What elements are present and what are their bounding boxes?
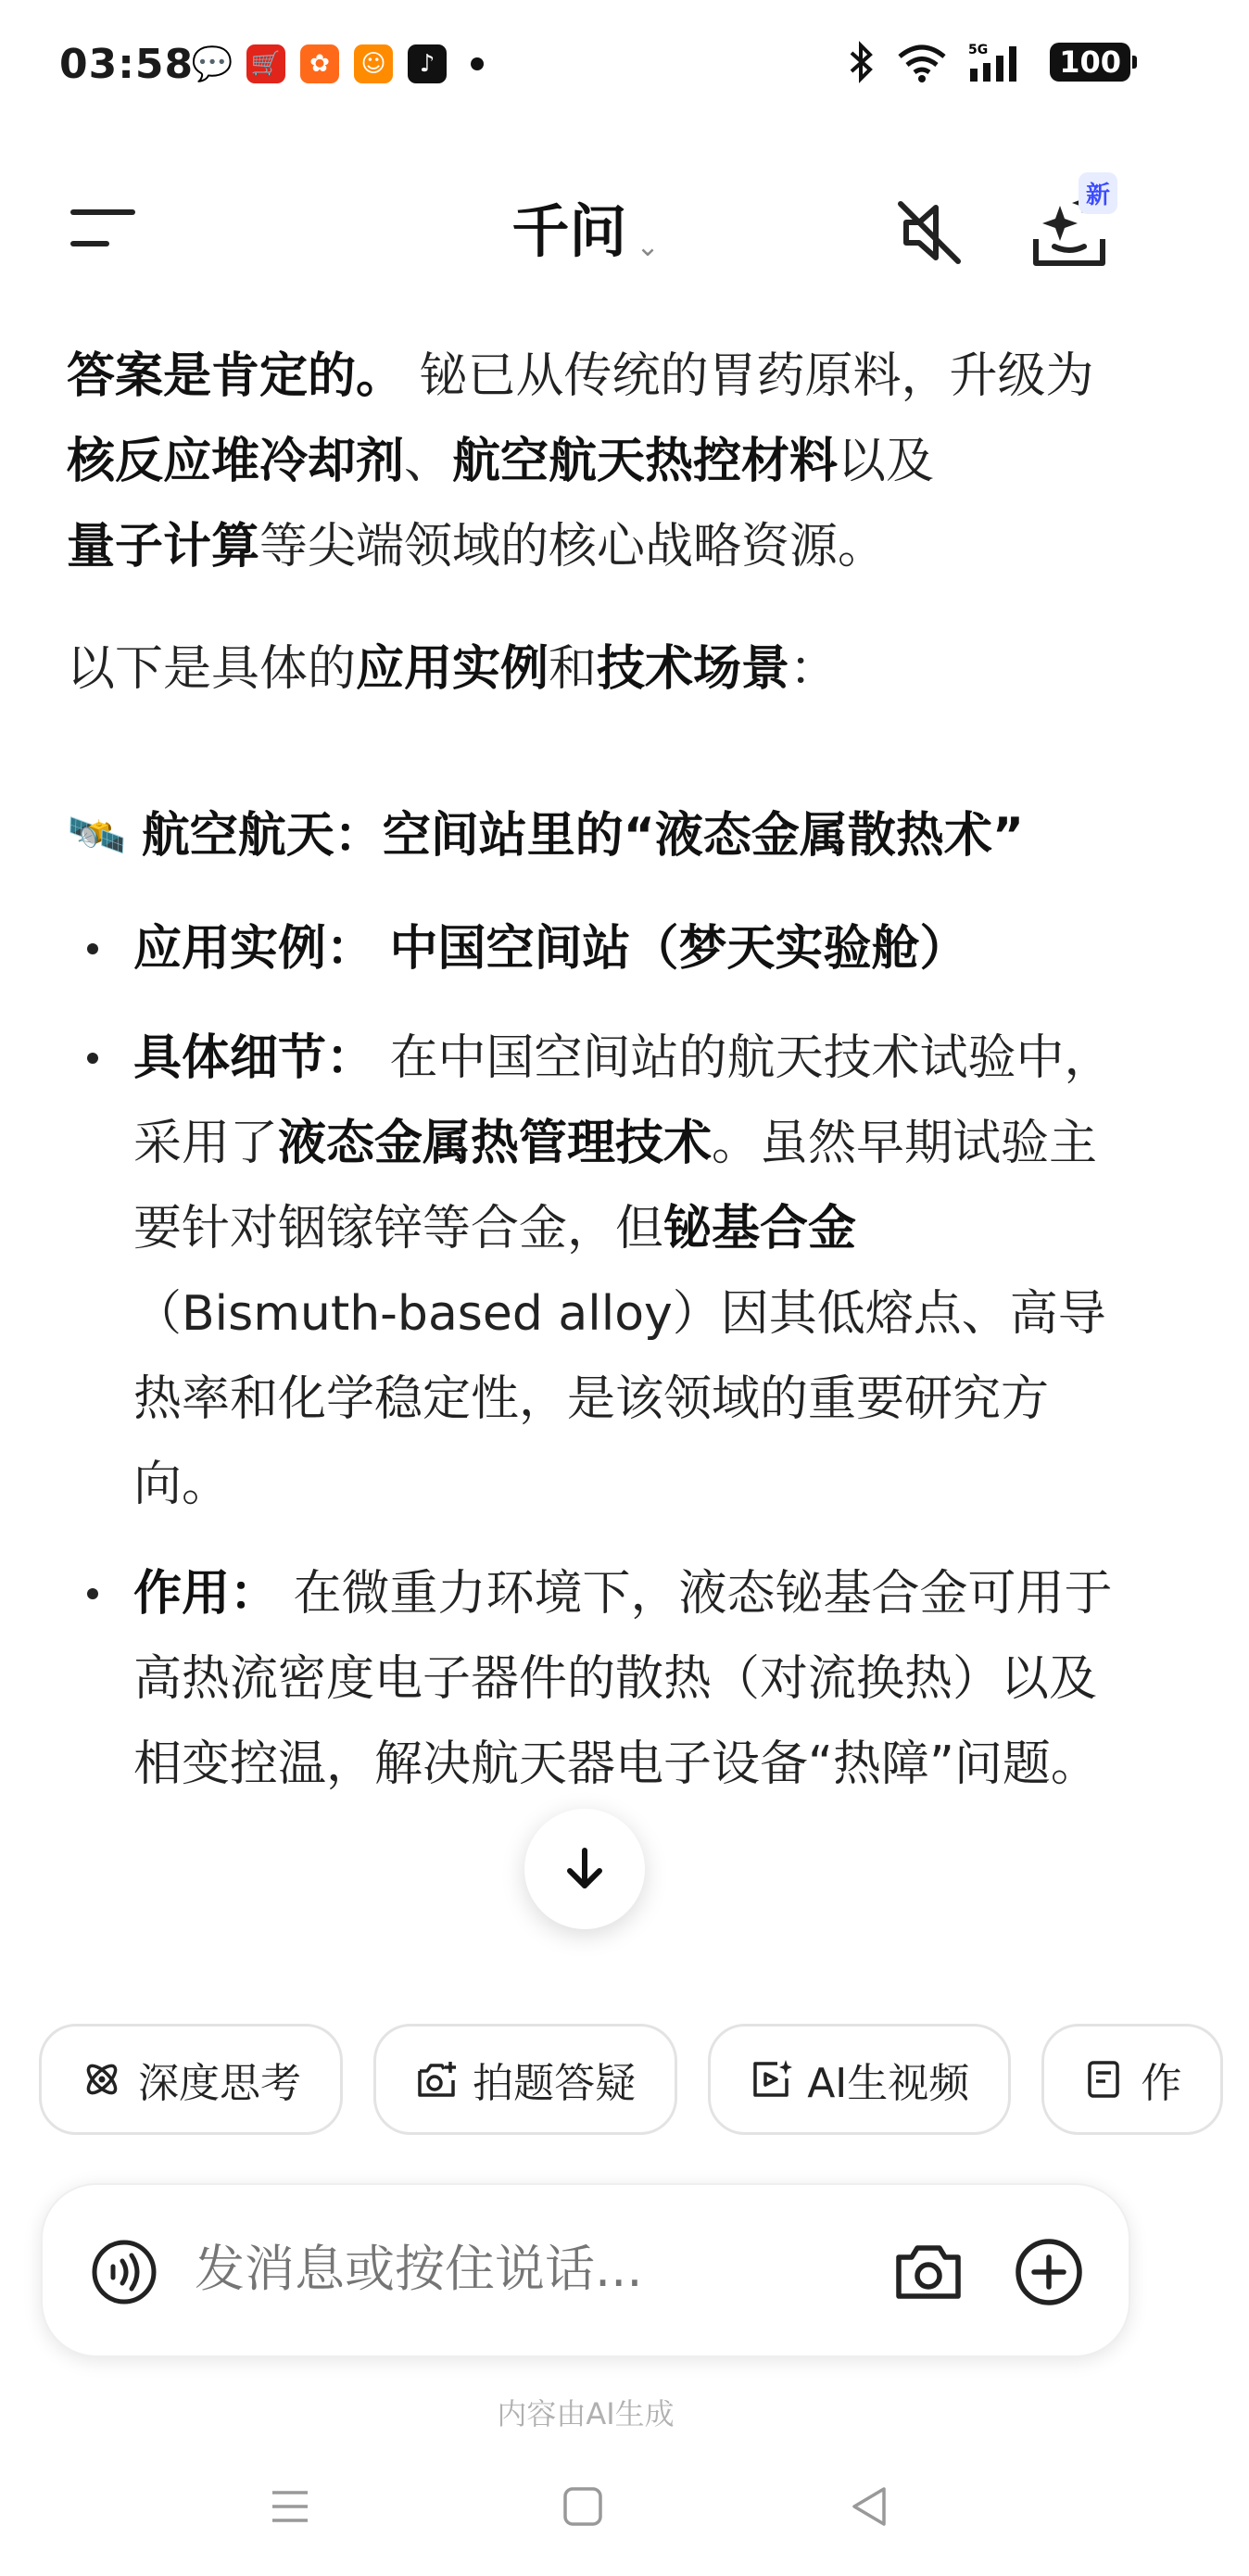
svg-text:5G: 5G (968, 43, 989, 57)
chip-label: 拍题答疑 (473, 2060, 637, 2107)
status-bar (0, 0, 1171, 139)
arrow-down-icon (559, 1843, 611, 1895)
list-item (67, 1016, 1114, 1527)
text: 在微重力环境下，液态铋基合金可用于高热流密度电子器件的散热（对流换热）以及相变控温，解决航天器电子设备“热障”问题。 (133, 1566, 1113, 1792)
message-input[interactable] (193, 2222, 715, 2317)
chip-deep-thinking[interactable] (39, 2024, 343, 2135)
add-circle-icon[interactable] (1014, 2237, 1084, 2307)
message-composer (41, 2183, 1130, 2357)
chevron-down-icon: ⌄ (636, 231, 660, 263)
section-heading (67, 793, 1114, 878)
video-sparkle-icon (750, 2058, 792, 2101)
chip-label: AI生视频 (807, 2060, 970, 2107)
page-title: 千问 (511, 197, 627, 265)
satellite-icon: 🛰️ (67, 808, 127, 864)
new-badge: 新 (1079, 172, 1117, 214)
notification-icons (193, 44, 484, 83)
atom-icon (81, 2058, 123, 2101)
wechat-icon: 💬 (191, 45, 233, 83)
camera-icon[interactable] (893, 2237, 964, 2307)
document-icon (1083, 2058, 1126, 2101)
quick-action-chips (39, 2024, 1182, 2142)
recent-apps-icon[interactable] (269, 2485, 311, 2528)
bold-text: 作用： (133, 1566, 279, 1622)
wifi-icon (896, 42, 948, 82)
chip-writing[interactable] (1041, 2024, 1223, 2135)
bold-text: 应用实例 (356, 641, 549, 697)
ai-disclaimer: 内容由AI生成 (497, 2396, 675, 2431)
text: 铋已从传统的胃药原料，升级为 (419, 348, 1094, 404)
bold-text: 核反应堆冷却剂 (67, 434, 405, 489)
text: 。虽然早期试验主要针对铟镓锌等合金，但 (133, 1116, 1098, 1256)
camera-plus-icon (415, 2058, 458, 2101)
cellular-5g-icon (968, 41, 1029, 83)
bold-text: 应用实例： (133, 921, 375, 977)
bullet-list (67, 906, 1114, 1807)
chip-photo-question[interactable] (373, 2024, 677, 2135)
back-icon[interactable] (847, 2483, 893, 2530)
intro-paragraph (67, 334, 1114, 589)
text: 和 (549, 641, 598, 697)
assistant-message (67, 334, 1114, 1831)
text: 在中国空间站的航天技术试验中，采用了 (133, 1030, 1113, 1171)
bluetooth-icon (848, 42, 876, 82)
text: 以下是具体的 (67, 641, 357, 697)
bold-text: 液态金属热管理技术 (278, 1116, 713, 1171)
orange-app-icon: ✿ (300, 44, 339, 83)
text: 以及 (838, 434, 935, 489)
mute-speaker-icon[interactable] (888, 191, 971, 274)
shopping-cart-app-icon: 🛒 (246, 44, 285, 83)
transition-paragraph (67, 626, 1114, 712)
tiktok-icon: ♪ (408, 44, 447, 83)
bold-text: 中国空间站（梦天实验舱） (389, 921, 968, 977)
bold-text: 技术场景 (597, 641, 790, 697)
more-notifications-dot-icon (471, 57, 484, 70)
chip-ai-video[interactable] (708, 2024, 1011, 2135)
chip-label: 深度思考 (138, 2060, 301, 2107)
scroll-to-bottom-button[interactable] (524, 1809, 645, 1929)
text: （Bismuth-based alloy）因其低熔点、高导热率和化学稳定性，是该领域的重要研究方向。 (133, 1286, 1106, 1512)
taobao-app-icon: ☺ (354, 44, 393, 83)
text: 、 (404, 434, 453, 489)
list-item (67, 1551, 1114, 1807)
text: ： (789, 641, 839, 697)
battery-indicator: 100 (1050, 43, 1130, 82)
bold-text: 量子计算 (67, 519, 260, 575)
bold-text: 航空航天热控材料 (452, 434, 839, 489)
bold-text: 铋基合金 (663, 1201, 857, 1256)
bold-text: 具体细节： (133, 1030, 375, 1086)
section-heading-text: 航空航天：空间站里的“液态金属散热术” (141, 808, 1025, 864)
bold-text: 答案是肯定的。 (67, 348, 405, 404)
home-icon[interactable] (561, 2485, 604, 2528)
app-header (0, 158, 1171, 297)
list-item (67, 906, 1114, 991)
text: 等尖端领域的核心战略资源。 (259, 519, 887, 575)
system-status-icons (848, 41, 1130, 83)
chip-label: 作 (1141, 2060, 1182, 2107)
system-navigation-bar (0, 2465, 1171, 2557)
status-time: 03:58 (59, 41, 195, 88)
model-selector[interactable] (0, 185, 1171, 268)
voice-input-icon[interactable] (91, 2239, 158, 2305)
